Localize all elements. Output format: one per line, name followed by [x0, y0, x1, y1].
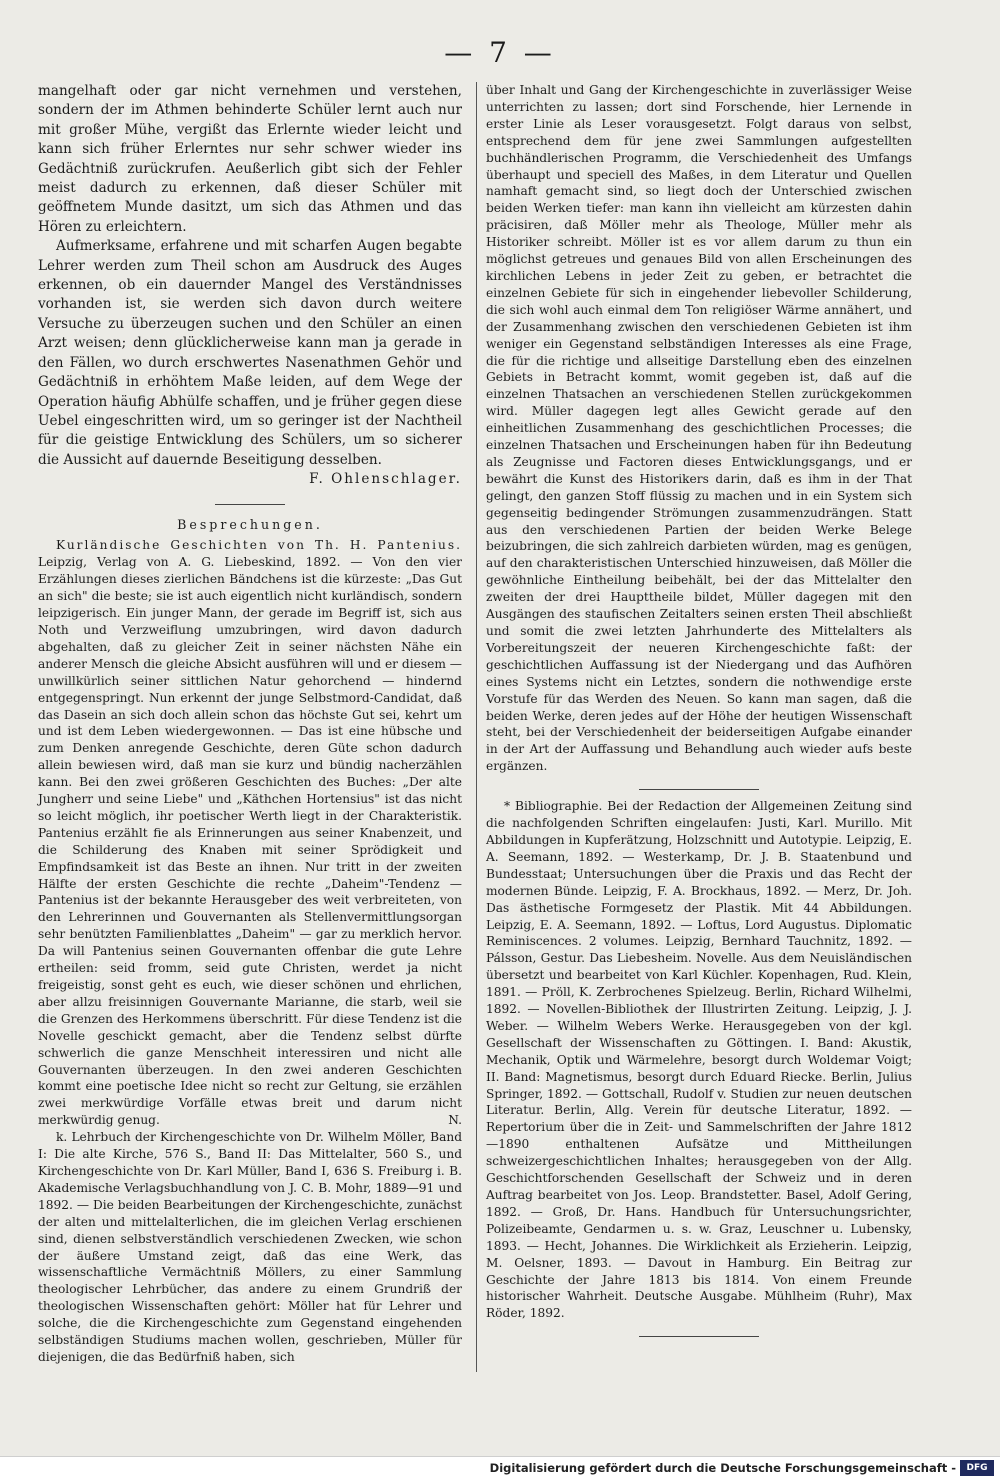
section-divider-right — [639, 789, 759, 790]
review-kurlaendische — [38, 537, 462, 1129]
left-column — [38, 82, 462, 1366]
footer-credit: Digitalisierung gefördert durch die Deutsche Forschungsgemeinschaft - — [489, 1461, 956, 1475]
paragraph-attention — [38, 237, 462, 488]
section-divider — [215, 504, 285, 505]
review-body: Leipzig, Verlag von A. G. Liebeskind, 1892. — Von den vier Erzählungen dieses zierlichen Bändchens ist die kürzeste: „Das Gut an sich" die beste; sie ist auch eigentlich nicht kurländisch, sondern leipzigerisch. Ein junger Mann, der gerade im Begriff ist, sich aus Noth und Verzweiflung umzubringen, wird davon dadurch abgehalten, daß zu gleicher Zeit in seiner nächsten Nähe ein anderer Mensch die gleiche Absicht ausführen will und er diesem — unwillkürlich seiner sittlichen Natur gehorchend — hindernd entgegenspringt. Nun erkennt der junge Selbstmord-Candidat, daß das Dasein an sich doch allein schon das höchste Gut sei, kehrt um und ist dem Leben wiedergewonnen. — Das ist eine hübsche und zum Denken anregende Geschichte, deren Güte schon dadurch allein bewiesen wird, daß man sie kurz und bündig nacherzählen kann. Bei den zwei größeren Geschichten des Buches: „Der alte Jungherr und seine Liebe" und „Käthchen Hortensius" ist das nicht so leicht möglich, ihr poetischer Werth liegt in der Charakteristik. Pantenius erzählt fie als Erinnerungen aus seiner Knabenzeit, und die Schilderung des Knaben mit seiner Sprödigkeit und Empfindsamkeit ist das Beste an ihnen. Nur tritt in der zweiten Hälfte der ersten Geschichte die rechte „Daheim"-Tendenz — Pantenius ist der bekannte Herausgeber des weit verbreiteten, von den Lehrerinnen und Gouvernanten als Stellenvermittlungsorgan sehr benützten Familienblattes „Daheim" — gar zu merklich hervor. Da will Pantenius seinen Gouvernanten offenbar die gute Lehre ertheilen: seid fromm, seid gute Christen, werdet ja nicht freigeistig, sonst geht es euch, wie dieser schönen und ehrlichen, aber allzu freisinnigen Gouvernante Marianne, die starb, weil sie die Grenzen des Herkommens überschritt. Für diese Tendenz ist die Novelle geschickt gemacht, aber die Tendenz selbst dürfte schwerlich die ganze Menschheit interessiren und nicht alle Gouvernanten überzeugen. In den zwei anderen Geschichten kommt eine poetische Idee nicht so recht zur Geltung, sie erzählen zwei merkwürdige Vorfälle etwas breit und darum nicht merkwürdig genug. — [38, 555, 462, 1128]
right-column — [486, 82, 912, 1345]
bibliography: * Bibliographie. Bei der Redaction der Allgemeinen Zeitung sind die nachfolgenden Schriften eingelaufen: Justi, Karl. Murillo. Mit Abbildungen in Kupferätzung, Holzschnitt und Autotypie. Leipzig, E. A. Seemann, 1892. — Westerkamp, Dr. J. B. Staatenbund und Bundesstaat; Untersuchungen über die Praxis und das Recht der modernen Bünde. Leipzig, F. A. Brockhaus, 1892. — Merz, Dr. Joh. Das ästhetische Formgesetz der Plastik. Mit 44 Abbildungen. Leipzig, E. A. Seemann, 1892. — Loftus, Lord Augustus. Diplomatic Reminiscences. 2 volumes. Leipzig, Bernhard Tauchnitz, 1892. — Pálsson, Gestur. Das Liebesheim. Novelle. Aus dem Neuisländischen übersetzt und bearbeitet von Karl Küchler. Kopenhagen, Rud. Klein, 1891. — Pröll, K. Zerbrochenes Spielzeug. Berlin, Richard Wilhelmi, 1892. — Novellen-Bibliothek der Illustrirten Zeitung. Leipzig, J. J. Weber. — Wilhelm Webers Werke. Herausgegeben von der kgl. Gesellschaft der Wissenschaften zu Göttingen. I. Band: Akustik, Mechanik, Optik und Wärmelehre, besorgt durch Woldemar Voigt; II. Band: Magnetismus, besorgt durch Eduard Riecke. Berlin, Julius Springer, 1892. — Gottschall, Rudolf v. Studien zur neuen deutschen Literatur. Berlin, Allg. Verein für deutsche Literatur, 1892. — Repertorium über die in Zeit- und Sammelschriften der Jahre 1812—1890 enthaltenen Aufsätze und Mittheilungen schweizergeschichtlichen Inhaltes; herausgegeben von der Allg. Geschichtforschenden Gesellschaft der Schweiz und in deren Auftrag bearbeitet von Jos. Leop. Brandstetter. Basel, Adolf Gering, 1892. — Groß, Dr. Hans. Handbuch für Untersuchungsrichter, Polizeibeamte, Gendarmen u. s. w. Graz, Leuschner u. Lubensky, 1893. — Hecht, Johannes. Die Wirklichkeit als Erzieherin. Leipzig, M. Oelsner, 1893. — Davout in Hamburg. Ein Beitrag zur Geschichte der Jahre 1813 bis 1814. Von einem Freunde historischer Wahrheit. Deutsche Ausgabe. Mühlheim (Ruhr), Max Röder, 1892. — [486, 799, 912, 1321]
author-signature: F. Ohlenschlager. — [309, 471, 462, 488]
review-kirchengeschichte: k. Lehrbuch der Kirchengeschichte von Dr. Wilhelm Möller, Band I: Die alte Kirche, 576 S., Band II: Das Mittelalter, 560 S., und Kirchengeschichte von Dr. Karl Müller, Band I, 636 S. Freiburg i. B. Akademische Verlagsbuchhandlung von J. C. B. Mohr, 1889—91 und 1892. — Die beiden Bearbeitungen der Kirchengeschichte, zunächst der alten und mittelalterlichen, die im gleichen Verlag erschienen sind, dienen selbstverständlich verschiedenen Zwecken, wie schon der äußere Umstand zeigt, daß das eine Werk, das wissenschaftliche Vermächtniß Möllers, zu einer Sammlung theologischer Lehrbücher, das andere zu einem Grundriß der theologischen Wissenschaften gehört: Möller hat für Lehrer und solche, die die Kirchengeschichte zum Gegenstand eingehenden selbständigen Studiums machen wollen, geschrieben, Müller für diejenigen, die das Bedürfniß haben, sich — [38, 1130, 462, 1364]
review-signature: N. — [448, 1113, 462, 1128]
review-kirchengeschichte-continued: über Inhalt und Gang der Kirchengeschichte in zuverlässiger Weise unterrichten zu lassen; dort sind Forschende, hier Lernende in erster Linie als Leser vorausgesetzt. Folgt daraus von selbst, entsprechend dem für jene zwei Sammlungen aufgestellten buchhändlerischen Programm, die Verschiedenheit des Umfangs überhaupt und speciell des Maßes, in dem Literatur und Quellen namhaft gemacht sind, so liegt doch der Unterschied zwischen beiden Werken tiefer: man kann ihn vielleicht am kürzesten dahin präcisiren, daß Möller mehr als Theologe, Müller mehr als Historiker schreibt. Möller ist es vor allem darum zu thun ein möglichst getreues und genaues Bild von allen Erscheinungen des kirchlichen Lebens in jeder Zeit zu geben, er betrachtet die einzelnen Gebiete für sich in eingehender liebevoller Schilderung, die sich wohl auch einmal dem Ton religiöser Wärme annähert, und der Zusammenhang zwischen den verschiedenen Gebieten ist ihm weniger ein Gegenstand selbständigen Interesses als eine Frage, die für die richtige und allseitige Darstellung eben des einzelnen Gebiets in Betracht kommt, womit gegeben ist, daß auf die einzelnen Thatsachen an verschiedenen Stellen zurückgekommen wird. Müller dagegen legt alles Gewicht gerade auf den einheitlichen Zusammenhang des geschichtlichen Processes; die einzelnen Thatsachen und Erscheinungen haben für ihn Bedeutung als Zeugnisse und Factoren dieses Entwicklungsgangs, und er bewährt die Kunst des Historikers darin, daß es ihm in der That gelingt, den ganzen Stoff flüssig zu machen und in ein System sich gegenseitig bedingender Strömungen zusammenzudrängen. Statt aus den verschiedenen Partien der beiden Werke Belege beizubringen, die sich zahlreich darbieten würden, mag es genügen, auf den charakteristischen Unterschied hinzuweisen, daß Möller die gewöhnliche Eintheilung beibehält, bei der das Mittelalter den zweiten der drei Haupttheile bildet, Müller dagegen mit den Ausgängen des staufischen Zeitalters seinen ersten Theil abschließt und somit die zwei letzten Jahrhunderte des Mittelalters als Vorbereitungszeit der neueren Kirchengeschichte faßt: der geschichtlichen Auffassung ist der Niedergang und das Aufhören eines Systems nicht ein Letztes, sondern die nothwendige erste Vorstufe für das Werden des Neuen. So kann man sagen, daß die beiden Werke, deren jedes auf der Höhe der heutigen Wissenschaft steht, bei der Verschiedenheit der beiderseitigen Aufgabe einander in der Art der Auffassung und Behandlung auch wieder aufs beste ergänzen. — [486, 83, 912, 774]
review-title: Kurländische Geschichten von Th. H. Pantenius. — [56, 538, 462, 553]
end-divider — [639, 1336, 759, 1337]
page-number: — 7 — — [444, 36, 556, 69]
footer-bar — [0, 1456, 1000, 1481]
paragraph-continuation: mangelhaft oder gar nicht vernehmen und verstehen, sondern der im Athmen behinderte Schüler lernt auch nur mit großer Mühe, vergißt das Erlernte wieder leicht und kann sich früher Erlerntes nur sehr schwer wieder ins Gedächtniß zurückrufen. Aeußerlich gibt sich der Fehler meist dadurch zu erkennen, daß dieser Schüler mit geöffnetem Munde dasitzt, um sich das Athmen und das Hören zu erleichtern. — [38, 83, 462, 235]
section-heading: Besprechungen. — [177, 516, 323, 532]
dfg-logo: DFG — [960, 1460, 994, 1476]
paragraph-attention-text: Aufmerksame, erfahrene und mit scharfen Augen begabte Lehrer werden zum Theil schon am Ausdruck des Auges erkennen, ob ein dauernder Mangel des Verständnisses vorhanden ist, sie werden sich davon durch weitere Versuche zu überzeugen suchen und den Schüler an einen Arzt weisen; denn glücklicherweise kann man ja gerade in den Fällen, wo durch erschwertes Nasenathmen Gehör und Gedächtniß in erhöhtem Maße leiden, auf dem Wege der Operation häufig Abhülfe schaffen, und je früher gegen diese Uebel eingeschritten wird, um so geringer ist der Nachtheil für die geistige Entwicklung des Schülers, um so sicherer die Aussicht auf dauernde Beseitigung desselben. — [38, 238, 462, 468]
column-divider — [476, 82, 477, 1372]
